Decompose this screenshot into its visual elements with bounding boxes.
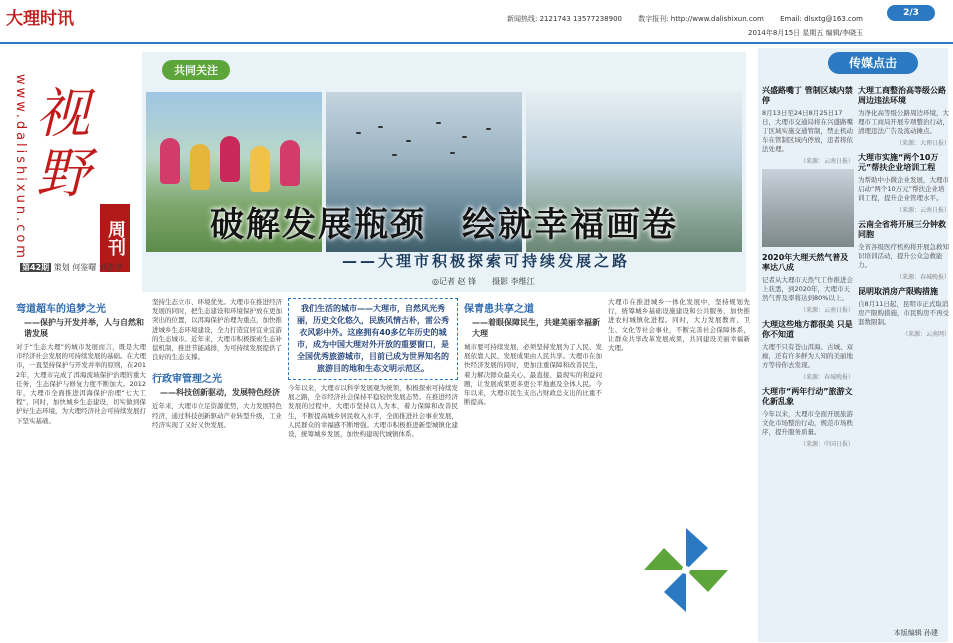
section-subheading: ——科技创新驱动，发展特色经济 — [160, 388, 280, 398]
issue-number: 第42期 — [22, 263, 50, 272]
news-item-title[interactable]: 昆明取消房产限购措施 — [858, 287, 938, 296]
bird-shape — [486, 128, 491, 130]
news-item-text: 自8月11日起，昆明市正式取消房产限购措施，市民购房不再受套数限制。 — [858, 300, 949, 326]
issue-line — [20, 262, 123, 273]
news-item-text: 为帮助中小微企业发展，大理市启动“两个10万元”帮扶企业培训工程，提升企业管理水平。 — [858, 176, 949, 202]
section-subheading: ——保护与开发并举，人与自然和谐发展 — [24, 318, 144, 338]
page-number-badge: 2/3 — [887, 5, 935, 21]
article-column — [464, 298, 602, 638]
pull-quote — [288, 298, 458, 380]
news-item-source: （来源：云南日报） — [799, 158, 854, 165]
brand-url: www.dalishixun.com — [13, 74, 28, 261]
dancer-figure — [190, 144, 210, 190]
dancer-figure — [250, 146, 270, 192]
brand-title: 视野 — [36, 82, 90, 205]
article-paragraph: 大理市在推进城乡一体化发展中，坚持规划先行，统筹城乡基础设施建设和公共服务，加快推进农村城镇化进程。同时，大力发展教育、卫生、文化等社会事业，不断完善社会保障体系，让群众共享改革发展成果，共同建设美丽幸福新大理。 — [608, 298, 750, 353]
newspaper-logo: 大理时讯 — [6, 9, 74, 29]
article-column — [16, 298, 146, 638]
headline: 破解发展瓶颈 绘就幸福画卷 — [210, 205, 678, 245]
dancer-figure — [220, 136, 240, 182]
news-item-text: 8月13日至24日8月25日17日，大理市交通局将在兴盛路嘴丁区域实施交通管制，禁止机动车在管制区域内停放，违者将依法处理。 — [762, 109, 853, 153]
column-brand — [8, 54, 128, 294]
article-column — [152, 298, 282, 638]
article-column — [288, 298, 458, 638]
article-paragraph: 坚持生态立市、环境优先。大理市在推进经济发展的同时，把生态建设和环境保护放在更加突出的位置，以洱海保护治理为重点，加快推进城乡生态环境建设，全力打造宜居宜业宜游的生态城市。近年来，大理市积极探索生态补偿机制，推进节能减排，为可持续发展提供了良好的生态支撑。 — [152, 298, 282, 362]
news-item-source: （来源：大理日报） — [895, 140, 950, 147]
sidebar-left-column — [762, 80, 854, 452]
masthead — [0, 0, 953, 44]
bird-shape — [392, 154, 397, 156]
news-item-source: （来源：春城晚报） — [895, 274, 950, 281]
editor-credit: 策划 何鉴曙 刘浩学 — [53, 263, 123, 272]
news-item-source: （来源：春城晚报） — [799, 374, 854, 381]
section-heading: 行政审管理之光 — [152, 374, 222, 386]
dancer-figure — [160, 138, 180, 184]
news-item-title[interactable]: 大理工商整治高等级公路周边违法环境 — [858, 86, 946, 105]
sidebar-banner: 传媒点击 — [828, 52, 918, 74]
section-subheading: ——着眼保障民生，共建美丽幸福新大理 — [472, 318, 600, 338]
news-item-source: （来源：云南网） — [901, 331, 950, 338]
article-paragraph: 近年来，大理市立足资源优势，大力发展特色经济，通过科技创新驱动产业转型升级，工业经济实现了又好又快发展。 — [152, 402, 282, 429]
news-item-title[interactable]: 兴盛路嘴丁 管制区域内禁停 — [762, 86, 853, 105]
news-item-title[interactable]: 云南全省将开展三分钟救同胞 — [858, 220, 946, 239]
section-heading: 弯道超车的追梦之光 — [16, 304, 106, 315]
news-item-text: 今年以来，大理市全面开展旅游文化市场整治行动，规范市场秩序，提升服务质量。 — [762, 410, 853, 436]
pull-quote-text: 我们生活的城市——大理市，自然风光秀丽，历史文化悠久，民族风情古朴，雷公秀衣风彩中外。这座拥有40多亿年历史的城市，成为中国大理对外开放的重要窗口，是全国优秀旅游城市，目前已成为世界知名的旅游目的地和生态文明示范区。 — [297, 304, 449, 373]
section-heading: 保青患共享之道 — [464, 304, 534, 315]
sidebar-footer: 本版编辑 孙建 — [893, 629, 938, 637]
news-item-title[interactable]: 大理这些地方都很美 只是你不知道 — [762, 320, 853, 339]
news-item-title[interactable]: 2020年大理天然气普及率达八成 — [762, 253, 849, 272]
hero-banner — [142, 52, 746, 292]
bird-shape — [462, 136, 467, 138]
news-item-title[interactable]: 大理市“两年行动”旅游文化新乱象 — [762, 387, 853, 406]
masthead-contact — [493, 14, 863, 24]
website-link[interactable]: 数字报刊: http://www.dalishixun.com — [638, 15, 764, 23]
news-item-source: （来源：云南日报） — [799, 307, 854, 314]
byline: ◎记者 赵 锋 摄影 李维江 — [432, 277, 535, 286]
sidebar-photo — [762, 169, 854, 247]
brand-weekly-badge: 周刊 — [100, 204, 130, 272]
bird-shape — [378, 126, 383, 128]
sub-headline: ——大理市积极探索可持续发展之路 — [342, 252, 631, 270]
dancer-figure — [280, 140, 300, 186]
news-item-title[interactable]: 大理市实施“两个10万元”帮扶企业培训工程 — [858, 153, 939, 172]
news-item-source: （来源：中国日报） — [799, 441, 854, 448]
article-paragraph: 今年以来，大理市以科学发展观为统领，积极探索可持续发展之路，全市经济社会保持平稳较快发展态势。在推进经济发展的过程中，大理市坚持以人为本，着力保障和改善民生，不断提高城乡居民收入水平，全面推进社会事业发展，人民群众的幸福感不断增强。大理市积极推进新型城镇化建设，统筹城乡发展，加快构建现代城镇体系。 — [288, 384, 458, 439]
article-paragraph: 对于“生态大理”的城市发展而言，既是大理市经济社会发展的可持续发展的基础。在大理市，一直坚持保护与开发并举的原则，在2012年，大理市完成了洱海流域保护治理的重大任务，生态保护与修复力度不断加大。2012年，大理市全面推进洱海保护治理“七大工程”，同时，加快城乡生态建设，切实做到保护好生态环境，为大理经济社会可持续发展打下坚实基础。 — [16, 343, 146, 425]
news-item-text: 大理不只有苍山洱海、古城、双廊，还有许多鲜为人知的美丽地方等待你去发现。 — [762, 343, 853, 369]
news-item-text: 为净化高等级公路周边环境，大理市工商局开展专项整治行动，清理违法广告及流动摊点。 — [858, 109, 949, 135]
news-item-text: 全省各级医疗机构将开展急救知识培训活动，提升公众急救能力。 — [858, 243, 949, 269]
section-tag: 共同关注 — [162, 60, 230, 80]
hotline-text: 新闻热线: 2121743 13577238900 — [507, 15, 622, 23]
bird-shape — [356, 132, 361, 134]
sidebar-right-column — [858, 80, 950, 342]
news-item-source: （来源：云南日报） — [895, 207, 950, 214]
bird-shape — [406, 140, 411, 142]
pinwheel-icon — [636, 520, 736, 620]
email-link[interactable]: Email: dlsxtg@163.com — [780, 15, 863, 23]
news-item-text: 记者从大理市天然气工作推进会上获悉，到2020年，大理市天然气普及率将达到80%以上。 — [762, 276, 853, 302]
article-paragraph: 城市要可持续发展，必须坚持发展为了人民、发展依靠人民、发展成果由人民共享。大理市在加快经济发展的同时，更加注重保障和改善民生，着力解决群众最关心、最直接、最现实的利益问题，让发展成果更多更公平地惠及全体人民。今年以来，大理市民生支出占财政总支出的比重不断提高。 — [464, 343, 602, 407]
bird-shape — [436, 122, 441, 124]
date-line: 2014年8月15日 星期五 编辑/李晓玉 — [748, 29, 863, 37]
news-sidebar — [758, 48, 948, 642]
bird-shape — [450, 152, 455, 154]
